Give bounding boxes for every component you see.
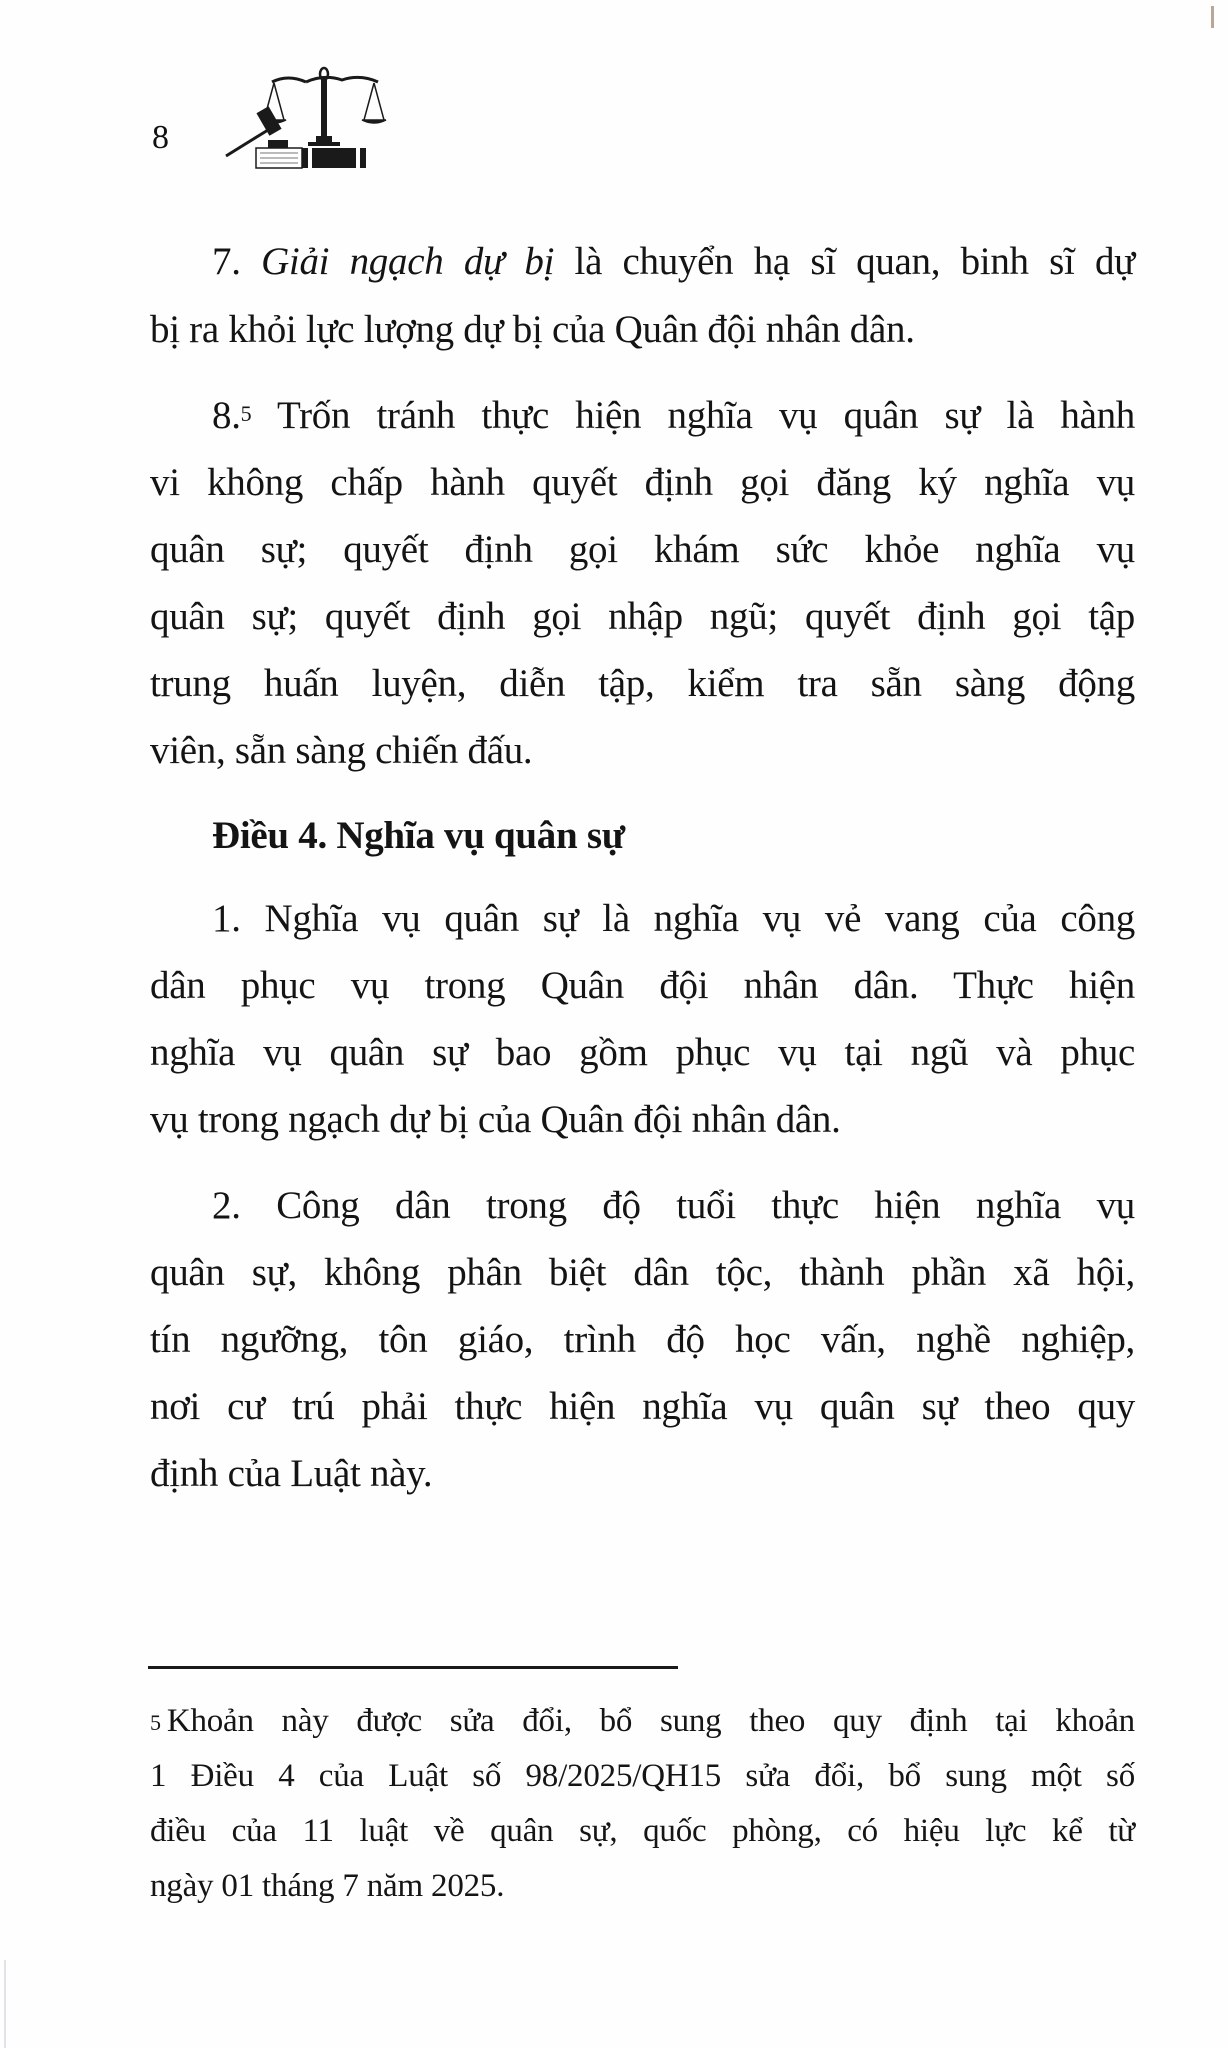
clause-8-line-5: trung huấn luyện, diễn tập, kiểm tra sẵn sàng động xyxy=(150,662,1135,705)
defined-term: Giải ngạch dự bị xyxy=(261,240,555,283)
article-4-clause-1-line-3: nghĩa vụ quân sự bao gồm phục vụ tại ngũ và phục xyxy=(150,1031,1135,1074)
footnote-separator xyxy=(148,1666,678,1669)
article-4-clause-2-line-3: tín ngưỡng, tôn giáo, trình độ học vấn, nghề nghiệp, xyxy=(150,1318,1135,1361)
article-4-clause-1-line-2: dân phục vụ trong Quân đội nhân dân. Thực hiện xyxy=(150,964,1135,1007)
footnote-reference[interactable]: 5 xyxy=(240,401,252,426)
clause-8-line-3: quân sự; quyết định gọi khám sức khỏe nghĩa vụ xyxy=(150,528,1135,571)
clause-8-line-2: vi không chấp hành quyết định gọi đăng ký nghĩa vụ xyxy=(150,461,1135,504)
page-header xyxy=(152,60,552,170)
clause-number: 7. xyxy=(212,240,241,283)
footnote-line-3: điều của 11 luật về quân sự, quốc phòng, có hiệu lực kể từ xyxy=(150,1813,1135,1849)
scales-of-justice-icon xyxy=(224,60,394,170)
footnote-marker: 5 xyxy=(150,1710,161,1735)
clause-7-line-2: bị ra khỏi lực lượng dự bị của Quân đội nhân dân. xyxy=(150,308,915,351)
article-heading: Điều 4. Nghĩa vụ quân sự xyxy=(212,814,625,857)
clause-8-line-4: quân sự; quyết định gọi nhập ngũ; quyết định gọi tập xyxy=(150,595,1135,638)
clause-8-line-1: 8.$^5$ Trốn tránh thực hiện nghĩa vụ quân sự là hành xyxy=(212,394,1135,437)
article-4-clause-2-line-4: nơi cư trú phải thực hiện nghĩa vụ quân sự theo quy xyxy=(150,1385,1135,1428)
article-4-clause-2-line-5: định của Luật này. xyxy=(150,1452,433,1495)
page-corner-mark xyxy=(1211,6,1214,28)
page-number: 8 xyxy=(152,119,169,156)
article-4-clause-2-line-1: 2. Công dân trong độ tuổi thực hiện nghĩa vụ xyxy=(212,1184,1135,1227)
clause-number: 8. xyxy=(212,394,241,437)
footnote-line-1: $^5$ Khoản này được sửa đổi, bổ sung theo quy định tại khoản xyxy=(150,1703,1135,1739)
article-4-clause-1-line-1: 1. Nghĩa vụ quân sự là nghĩa vụ vẻ vang của công xyxy=(212,897,1135,940)
clause-8-line-6: viên, sẵn sàng chiến đấu. xyxy=(150,729,533,772)
page-edge-shadow xyxy=(4,1960,6,2048)
article-4-clause-2-line-2: quân sự, không phân biệt dân tộc, thành phần xã hội, xyxy=(150,1251,1135,1294)
footnote-line-4: ngày 01 tháng 7 năm 2025. xyxy=(150,1868,505,1904)
article-4-clause-1-line-4: vụ trong ngạch dự bị của Quân đội nhân dân. xyxy=(150,1098,841,1141)
footnote-line-2: 1 Điều 4 của Luật số 98/2025/QH15 sửa đổi, bổ sung một số xyxy=(150,1758,1135,1794)
clause-7-line-1: 7. Giải ngạch dự bị là chuyển hạ sĩ quan, binh sĩ dự xyxy=(212,240,1135,283)
